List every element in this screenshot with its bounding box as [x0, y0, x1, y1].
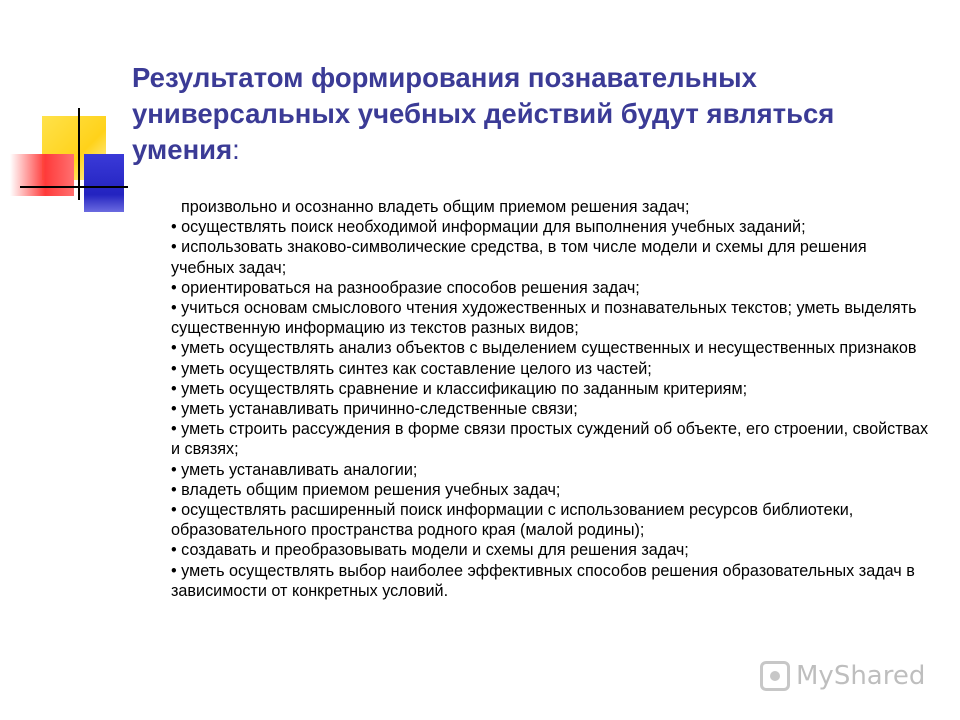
list-item: • уметь осуществлять сравнение и классификацию по заданным критериям; — [171, 379, 748, 398]
list-item: • создавать и преобразовывать модели и схемы для решения задач; — [171, 541, 689, 560]
list-item: • осуществлять поиск необходимой информации для выполнения учебных заданий; — [171, 218, 806, 237]
list-item: • уметь устанавливать причинно-следственные связи; — [171, 400, 578, 419]
list-item: • уметь строить рассуждения в форме связи простых суждений об объекте, его строении, свойствах и связях; — [171, 420, 929, 459]
list-item: • ориентироваться на разнообразие способов решения задач; — [171, 278, 640, 297]
list-item: • уметь осуществлять синтез как составление целого из частей; — [171, 359, 652, 378]
slide-title-colon: : — [232, 134, 240, 165]
list-item: • использовать знаково-символические средства, в том числе модели и схемы для решения учебных задач; — [171, 238, 867, 277]
list-item: • уметь осуществлять выбор наиболее эффективных способов решения образовательных задач в зависимости от конкретных условий. — [171, 561, 915, 600]
watermark — [760, 658, 925, 694]
horizontal-rule — [20, 186, 128, 188]
list-item: • уметь осуществлять анализ объектов с выделением существенных и несущественных признаков — [171, 339, 917, 358]
slide-title — [132, 60, 932, 168]
decorative-blocks — [0, 0, 140, 220]
myshared-logo-icon — [760, 661, 790, 691]
skills-list — [171, 197, 931, 601]
blue-square — [84, 154, 124, 212]
list-item: • осуществлять расширенный поиск информации с использованием ресурсов библиотеки, образовательного пространства родного края (малой родины); — [171, 501, 854, 540]
list-intro: произвольно и осознанно владеть общим приемом решения задач; — [181, 198, 690, 216]
list-item: • учиться основам смыслового чтения художественных и познавательных текстов; уметь выделять существенную информацию из текстов разных видов; — [171, 299, 917, 338]
red-square — [10, 154, 74, 196]
list-item: • владеть общим приемом решения учебных задач; — [171, 480, 561, 499]
watermark-text: MyShared — [796, 661, 926, 691]
slide-title-text: Результатом формирования познавательных универсальных учебных действий будут являться умения — [132, 62, 835, 165]
list-item: • уметь устанавливать аналогии; — [171, 460, 418, 479]
